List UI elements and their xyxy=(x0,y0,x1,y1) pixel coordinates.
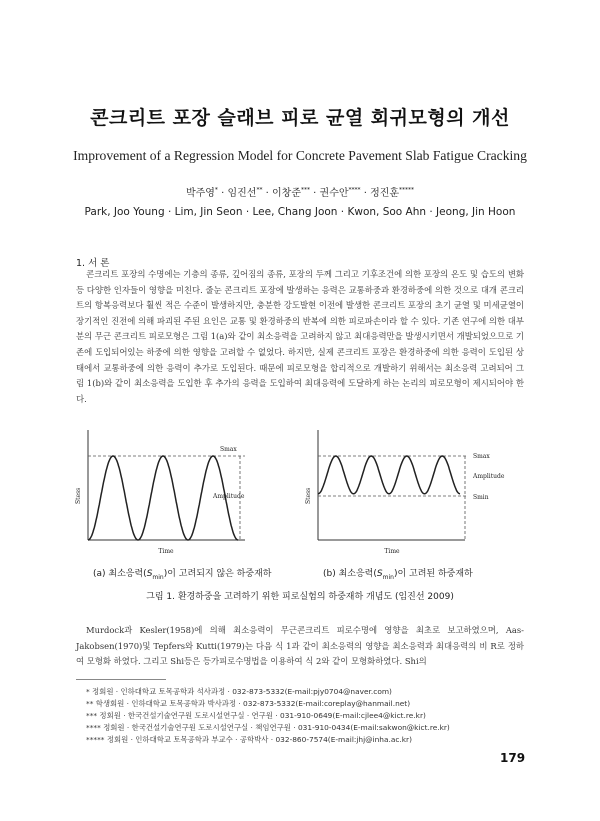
author-mark: ** xyxy=(256,186,263,194)
author-separator: · xyxy=(217,188,228,199)
amplitude-label: Amplitude xyxy=(473,473,505,480)
figure-1b-plot xyxy=(300,420,515,560)
author-name: 임진선 xyxy=(227,188,257,199)
author-mark: **** xyxy=(348,186,361,194)
stress-curve xyxy=(318,456,460,494)
footnote-1: * 정회원 · 인하대학교 토목공학과 석사과정 · 032-873-5332(E-mail:pjy0704@naver.com) xyxy=(86,687,392,696)
author-name: 정진훈 xyxy=(370,188,400,199)
author-separator: · xyxy=(309,188,320,199)
footnote-2: ** 학생회원 · 인하대학교 토목공학과 박사과정 · 032-873-5332(E-mail:coreplay@hanmail.net) xyxy=(86,699,411,708)
footnote-3: *** 정회원 · 한국건설기술연구원 도로시설연구실 · 연구원 · 031-910-0649(E-mail:cjlee4@kict.re.kr) xyxy=(86,711,426,720)
author-mark: ***** xyxy=(399,186,415,194)
x-axis-label: Time xyxy=(158,548,174,555)
author-separator: · xyxy=(360,188,371,199)
author-name: 이창준 xyxy=(272,188,301,199)
authors-english: Park, Joo Young · Lim, Jin Seon · Lee, Chang Joon · Kwon, Soo Ahn · Jeong, Jin Hoon xyxy=(84,206,516,218)
smax-label: Smax xyxy=(220,446,237,453)
y-axis-label: Stess xyxy=(75,487,82,504)
author-separator: · xyxy=(262,188,272,199)
figure-1-title: 그림 1. 환경하중을 고려하기 위한 피로실험의 하중재하 개념도 (임진선 2009) xyxy=(146,592,454,602)
footnote-divider xyxy=(76,679,166,680)
smin-label: Smin xyxy=(473,494,489,501)
authors-korean xyxy=(0,184,600,199)
y-axis-label: Stess xyxy=(305,487,312,504)
figure-1a-caption: (a) 최소응력$(S_{min})$이 고려되지 않은 하중재하 xyxy=(93,569,272,581)
author-mark: * xyxy=(214,186,218,194)
section-heading: 1. 서 론 xyxy=(76,258,110,269)
paper-title-english: Improvement of a Regression Model for Concrete Pavement Slab Fatigue Cracking xyxy=(73,148,527,163)
body-paragraph-2: Murdock과 Kesler(1958)에 의해 최소응력이 무근콘크리트 피로수명에 영향을 최초로 보고하였으며, Aas-Jakobsen(1970)및 Tepfers와 Kutti(1979)는 다음 식 1과 같이 최소응력의 영향을 최소응력과 최대응력의 비 R로 정하여 모형화 하였다. 그리고 Shi등은 등가피로수명법을 이용하여 식 2와 같이 모형화하였다. Shi의 xyxy=(76,625,524,667)
x-axis-label: Time xyxy=(384,548,400,555)
paper-title-korean: 콘크리트 포장 슬래브 피로 균열 회귀모형의 개선 xyxy=(90,107,510,129)
page-number: 179 xyxy=(500,751,526,765)
amplitude-label: Amplitude xyxy=(213,493,245,500)
figure-1a-plot xyxy=(70,420,275,560)
author-mark: *** xyxy=(300,186,310,194)
footnote-4: **** 정회원 · 한국건설기술연구원 도로시설연구실 · 책임연구원 · 031-910-0434(E-mail:sakwon@kict.re.kr) xyxy=(86,723,450,732)
smax-label: Smax xyxy=(473,453,490,460)
footnote-5: ***** 정회원 · 인하대학교 토목공학과 부교수 · 공학박사 · 032-860-7574(E-mail:jhj@inha.ac.kr) xyxy=(86,735,412,744)
author-name: 권수안 xyxy=(319,188,349,199)
intro-paragraph-1: 콘크리트 포장의 수명에는 기층의 종류, 깊어짐의 종류, 포장의 두께 그리고 기후조건에 의한 포장의 온도 및 습도의 변화 등 다양한 인자들이 영향을 미친다. 줄눈 콘크리트 포장에 발생하는 응력은 교통하중과 환경하중에 의한 것으로 대개 콘크리트의 항복응력보다 훨씬 적은 수준이 발생하지만, 충분한 강도발현 이전에 발생한 콘크리트 포장의 초기 균열 및 미세균열이 장기적인 진전에 의해 파괴된 주된 요인은 교통 및 환경하중의 반복에 의한 피로파손이라 할 수 있다. 기존 연구에 의한 대부분의 무근 콘크리트 피로모형은 그림 1(a)와 같이 최소응력을 고려하지 않고 최대응력만을 발생시키면서 개발되었으므로 기존에 도입되어있는 하중에 의한 영향을 고려할 수 없었다. 하지만, 실제 콘크리트 포장은 환경하중에 의한 응력이 도입된 상태에서 교통하중에 의한 응력이 추가로 도입된다. 때문에 피로모형을 합리적으로 개발하기 위해서는 최소응력 고려되어 그림 1(b)와 같이 최소응력을 도입한 후 추가의 응력을 도입하여 최대응력에 도달하게 하는 논리의 피로모형이 제시되어야 한다. xyxy=(76,269,524,404)
figure-1b-caption: (b) 최소응력$(S_{min})$이 고려된 하중재하 xyxy=(323,569,473,581)
author-name: 박주영 xyxy=(185,188,215,199)
